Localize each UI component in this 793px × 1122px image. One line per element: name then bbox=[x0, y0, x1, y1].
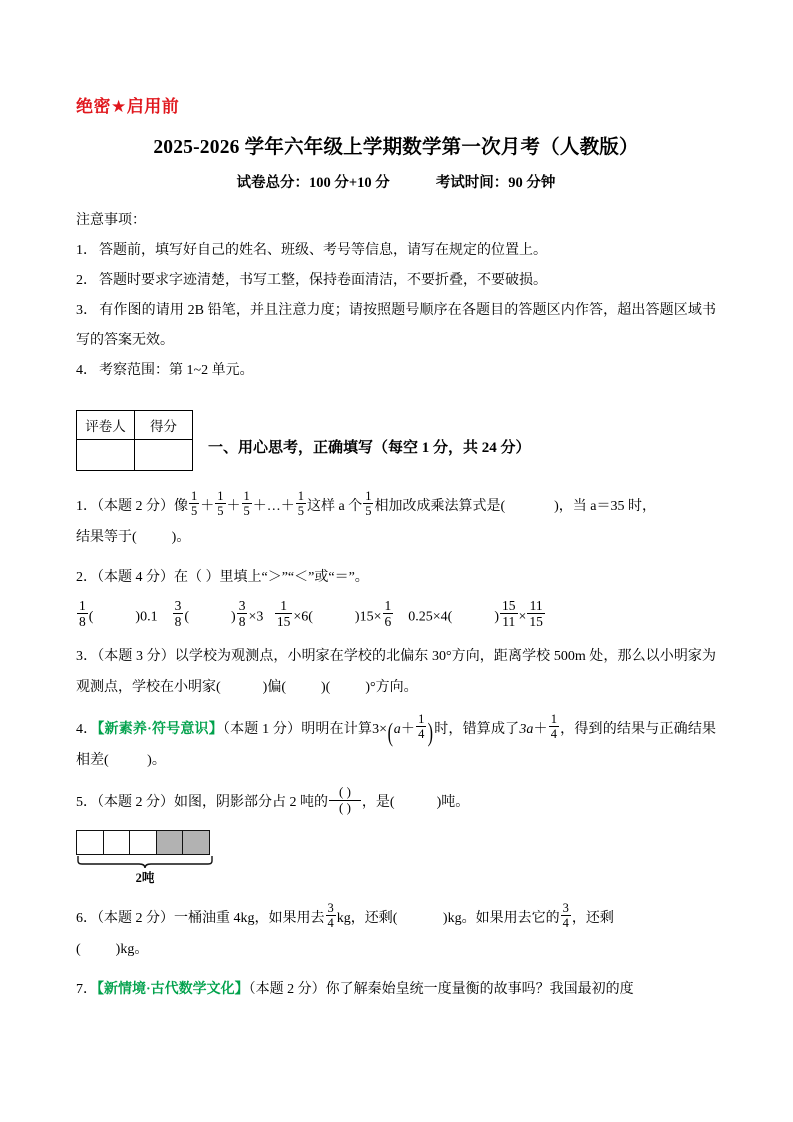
q2-c4-blank[interactable] bbox=[452, 609, 494, 624]
notice-index-4: 4． bbox=[76, 363, 97, 378]
q5-blankfrac-num[interactable]: ( ) bbox=[339, 783, 351, 799]
q1-text-c: 相加改成乘法算式是( bbox=[374, 498, 506, 514]
question-1 bbox=[76, 489, 716, 553]
q1-text-e: 结果等于( bbox=[76, 529, 137, 545]
q6-blank-1[interactable] bbox=[397, 911, 443, 926]
bar-model bbox=[76, 830, 210, 855]
q1-frac3-den: 5 bbox=[243, 504, 250, 518]
q2-c3-right-pre: 15× bbox=[359, 609, 382, 625]
q1-number: 1． bbox=[76, 498, 97, 514]
q2-c4-left-text: 0.25×4 bbox=[408, 609, 448, 625]
q7-tag: 【新情境·古代数学文化】 bbox=[97, 981, 249, 997]
q2-c4-bden: 15 bbox=[529, 613, 543, 629]
q2-c2-open: ( bbox=[184, 609, 190, 625]
q4-blank-1[interactable] bbox=[109, 753, 148, 768]
q5-number: 5． bbox=[76, 795, 97, 811]
q3-blank-1[interactable] bbox=[221, 680, 263, 695]
q2-gap-2 bbox=[263, 609, 274, 624]
q7-points: （本题 2 分） bbox=[248, 981, 326, 997]
q2-c1-blank[interactable] bbox=[93, 609, 135, 624]
q1-plus-2: ＋ bbox=[226, 498, 241, 514]
notice-index-2: 2． bbox=[76, 273, 97, 288]
q2-c2-rnum: 3 bbox=[238, 597, 246, 613]
notice-item-1 bbox=[76, 236, 716, 266]
q2-c2-left-fraction bbox=[173, 598, 184, 629]
q2-c1-open: ( bbox=[88, 609, 94, 625]
q2-c1-left-fraction bbox=[77, 598, 88, 629]
q2-text: 在（ ）里填上“＞”“＜”或“＝”。 bbox=[174, 569, 369, 585]
q7-number: 7． bbox=[76, 981, 97, 997]
brace-icon bbox=[76, 855, 214, 869]
score-label-cell: 得分 bbox=[135, 411, 193, 440]
q1-fraction-1 bbox=[189, 489, 199, 518]
q2-c3-close: ) bbox=[354, 609, 360, 625]
q3-text-c: )( bbox=[321, 680, 331, 696]
q5-text-a: 如图，阴影部分占 2 吨的 bbox=[174, 795, 328, 811]
q4-frac-num: 1 bbox=[418, 712, 425, 727]
q6-fracb-den: 4 bbox=[562, 916, 569, 931]
q3-text-d: )°方向。 bbox=[365, 680, 418, 696]
q1-frac5-num: 1 bbox=[365, 489, 372, 503]
q2-c2-rden: 8 bbox=[238, 613, 246, 629]
q2-c2-right-text: ×3 bbox=[248, 609, 264, 625]
q1-fraction-3 bbox=[242, 489, 252, 518]
q1-frac2-num: 1 bbox=[217, 489, 224, 503]
bar-cell-1 bbox=[77, 831, 104, 854]
bar-cell-3 bbox=[130, 831, 157, 854]
q4-text-b: 时，错算成了 bbox=[434, 721, 520, 737]
q4-expr-var: a bbox=[393, 721, 401, 737]
q2-points: （本题 4 分） bbox=[97, 569, 174, 585]
bar-cell-5-shaded bbox=[183, 831, 209, 854]
q3-blank-2[interactable] bbox=[286, 680, 321, 695]
exam-meta bbox=[76, 172, 716, 194]
question-2-comparisons bbox=[76, 598, 716, 632]
q2-c4-open: ( bbox=[447, 609, 453, 625]
grader-label-cell: 评卷人 bbox=[77, 411, 135, 440]
q4-expr2-plus: ＋ bbox=[533, 721, 548, 737]
q1-fraction-4 bbox=[296, 489, 306, 518]
q2-c3-left-text: ×6 bbox=[293, 609, 309, 625]
q5-points: （本题 2 分） bbox=[97, 795, 174, 811]
grader-value-cell[interactable] bbox=[77, 440, 135, 471]
q6-text-d: ，还剩 bbox=[571, 910, 614, 926]
q1-plus-3: ＋ bbox=[252, 498, 267, 514]
q6-text-a: 一桶油重 4kg，如果用去 bbox=[174, 910, 325, 926]
q2-c3-blank[interactable] bbox=[313, 609, 355, 624]
q6-blank-2[interactable] bbox=[81, 942, 116, 957]
q2-c3-den: 15 bbox=[276, 613, 291, 629]
q1-frac3-num: 1 bbox=[243, 489, 250, 503]
q4-text-a: 明明在计算 bbox=[301, 721, 373, 737]
q7-text: 你了解秦始皇统一度量衡的故事吗？我国最初的度 bbox=[325, 981, 634, 997]
bar-cell-2 bbox=[104, 831, 131, 854]
q2-c4-right-fraction-b bbox=[527, 598, 545, 629]
q2-c2-num: 3 bbox=[174, 597, 182, 613]
q1-frac2-den: 5 bbox=[217, 504, 224, 518]
q4-number: 4． bbox=[76, 721, 98, 737]
q2-c2-blank[interactable] bbox=[189, 609, 231, 624]
q6-fraca-den: 4 bbox=[327, 916, 334, 931]
q6-number: 6． bbox=[76, 910, 97, 926]
question-7 bbox=[76, 974, 716, 1005]
q2-c2-den: 8 bbox=[174, 613, 182, 629]
q2-c3-rnum: 1 bbox=[384, 597, 392, 613]
q1-blank-1[interactable] bbox=[505, 499, 554, 514]
notice-item-4 bbox=[76, 356, 716, 386]
exam-time-label: 考试时间：90 分钟 bbox=[435, 175, 556, 191]
score-table-value-row bbox=[77, 440, 193, 471]
q2-gap-1 bbox=[158, 609, 172, 624]
q2-c2-close: ) bbox=[231, 609, 236, 625]
q1-text-b: 这样 a 个 bbox=[307, 498, 363, 514]
q1-fraction-2 bbox=[215, 489, 225, 518]
q2-number: 2． bbox=[76, 569, 97, 585]
question-4: 4．【新素养·符号意识】（本题 1 分）明明在计算3×(a＋ $\frac{1}{4}$ )时，错算成了3a＋ $\frac{1}{4}$ ，得到的结果与正确结果相差( )。 bbox=[76, 712, 717, 768]
q2-c4-anum: 15 bbox=[502, 597, 516, 613]
bar-label: 2吨 bbox=[135, 871, 155, 886]
q2-c3-left-fraction bbox=[275, 598, 293, 629]
q4-points: （本题 1 分） bbox=[222, 721, 302, 737]
q6-text-e: ( bbox=[76, 941, 81, 957]
q1-frac5-den: 5 bbox=[365, 504, 372, 518]
q1-text-a: 像 bbox=[174, 498, 188, 514]
bar-cell-4-shaded bbox=[157, 831, 184, 854]
question-2 bbox=[76, 562, 716, 593]
q4-frac-den: 4 bbox=[418, 727, 425, 742]
q2-c4-aden: 11 bbox=[500, 613, 518, 629]
q6-text-f: )kg。 bbox=[115, 941, 149, 957]
q2-c3-open: ( bbox=[308, 609, 313, 625]
notice-text-2: 答题时要求字迹清楚，书写工整，保持卷面清洁，不要折叠，不要破损。 bbox=[99, 273, 547, 288]
q1-blank-2[interactable] bbox=[137, 530, 172, 545]
q3-text-b: )偏( bbox=[262, 680, 286, 696]
q4-expr-fraction bbox=[416, 712, 426, 741]
q2-c4-right-fraction-a bbox=[500, 598, 518, 629]
q4-expr-plus: ＋ bbox=[400, 721, 416, 737]
notice-heading: 注意事项： bbox=[76, 213, 146, 228]
q3-blank-3[interactable] bbox=[330, 680, 365, 695]
page-content bbox=[76, 96, 716, 1005]
q5-text-b: ，是( bbox=[361, 795, 395, 811]
q1-plus-1: ＋ bbox=[200, 498, 215, 514]
q4-expr-mul: 3× bbox=[372, 721, 388, 737]
q3-points: （本题 3 分） bbox=[97, 649, 175, 665]
q4-text-c: ，得到的结果与正确结果相差( bbox=[76, 721, 717, 768]
q5-blankfrac-den[interactable]: ( ) bbox=[329, 800, 361, 816]
score-table bbox=[76, 410, 193, 471]
q2-c1-num: 1 bbox=[79, 597, 86, 613]
notice-item-3 bbox=[76, 296, 716, 356]
q2-gap-3 bbox=[394, 609, 408, 624]
page-title: 2025-2026 学年六年级上学期数学第一次月考（人教版） bbox=[153, 137, 639, 158]
q1-points: （本题 2 分） bbox=[97, 498, 174, 514]
q1-fraction-5 bbox=[363, 489, 373, 518]
q1-frac4-den: 5 bbox=[297, 504, 304, 518]
q6-text-b: kg，还剩( bbox=[336, 910, 398, 926]
q2-c3-rden: 6 bbox=[384, 613, 392, 629]
q2-c2-right-fraction bbox=[237, 598, 248, 629]
section-heading: 一、用心思考，正确填写（每空 1 分，共 24 分） bbox=[208, 440, 531, 456]
q2-c3-right-fraction bbox=[383, 598, 394, 629]
secret-notice: 绝密★启用前 bbox=[76, 97, 180, 116]
q4-expr2-fraction bbox=[549, 712, 559, 741]
question-5 bbox=[76, 785, 716, 818]
notice-index-3: 3． bbox=[76, 303, 98, 318]
notice-index-1: 1． bbox=[76, 243, 97, 258]
q4-frac2-num: 1 bbox=[550, 712, 557, 727]
section-one-block bbox=[76, 410, 716, 480]
question-3 bbox=[76, 641, 716, 703]
q5-blank-fraction[interactable] bbox=[329, 785, 361, 815]
q4-frac2-den: 4 bbox=[550, 727, 557, 742]
q5-text-c: )吨。 bbox=[436, 795, 470, 811]
score-table-header-row bbox=[77, 411, 193, 440]
q3-number: 3． bbox=[76, 649, 98, 665]
q4-text-d: )。 bbox=[147, 752, 166, 768]
q6-points: （本题 2 分） bbox=[97, 910, 174, 926]
q2-c4-bnum: 11 bbox=[529, 597, 543, 613]
q2-c4-times: × bbox=[518, 609, 527, 625]
q2-c1-close: ) bbox=[135, 609, 141, 625]
notice-text-1: 答题前，填写好自己的姓名、班级、考号等信息，请写在规定的位置上。 bbox=[99, 243, 547, 258]
q2-c3-num: 1 bbox=[280, 597, 287, 613]
q5-blank-1[interactable] bbox=[395, 795, 437, 810]
q1-ellipsis: … bbox=[266, 498, 281, 514]
question-6 bbox=[76, 901, 716, 965]
q2-c4-close: ) bbox=[494, 609, 499, 625]
q6-fraca-num: 3 bbox=[327, 901, 334, 916]
total-score-label: 试卷总分：100 分+10 分 bbox=[236, 175, 390, 191]
q4-expr2-pre: 3a bbox=[519, 721, 534, 737]
q1-frac1-num: 1 bbox=[191, 489, 198, 503]
q1-frac4-num: 1 bbox=[297, 489, 304, 503]
fraction-bar-diagram bbox=[76, 830, 716, 892]
notice-text-4: 考察范围：第 1~2 单元。 bbox=[99, 363, 254, 378]
q2-c1-right: 0.1 bbox=[140, 609, 158, 625]
q1-plus-4: ＋ bbox=[280, 498, 295, 514]
q6-fraction-a bbox=[326, 901, 336, 930]
notice-text-3: 有作图的请用 2B 铅笔，并且注意力度；请按照题号顺序在各题目的答题区内作答，超出答题区域书写的答案无效。 bbox=[76, 303, 717, 348]
q2-c1-den: 8 bbox=[79, 613, 86, 629]
q4-tag: 【新素养·符号意识】 bbox=[97, 721, 223, 737]
q3-text-a: 以学校为观测点，小明家在学校的北偏东 30°方向，距离学校 500m 处，那么以小明家为观测点，学校在小明家( bbox=[76, 649, 717, 696]
notice-item-2 bbox=[76, 266, 716, 296]
q1-text-d: )，当 a＝35 时， bbox=[554, 498, 657, 514]
score-value-cell[interactable] bbox=[135, 440, 193, 471]
q6-fraction-b bbox=[561, 901, 571, 930]
q1-frac1-den: 5 bbox=[191, 504, 198, 518]
q1-text-f: )。 bbox=[171, 529, 191, 545]
q6-fracb-num: 3 bbox=[562, 901, 569, 916]
q6-text-c: )kg。如果用去它的 bbox=[442, 910, 560, 926]
